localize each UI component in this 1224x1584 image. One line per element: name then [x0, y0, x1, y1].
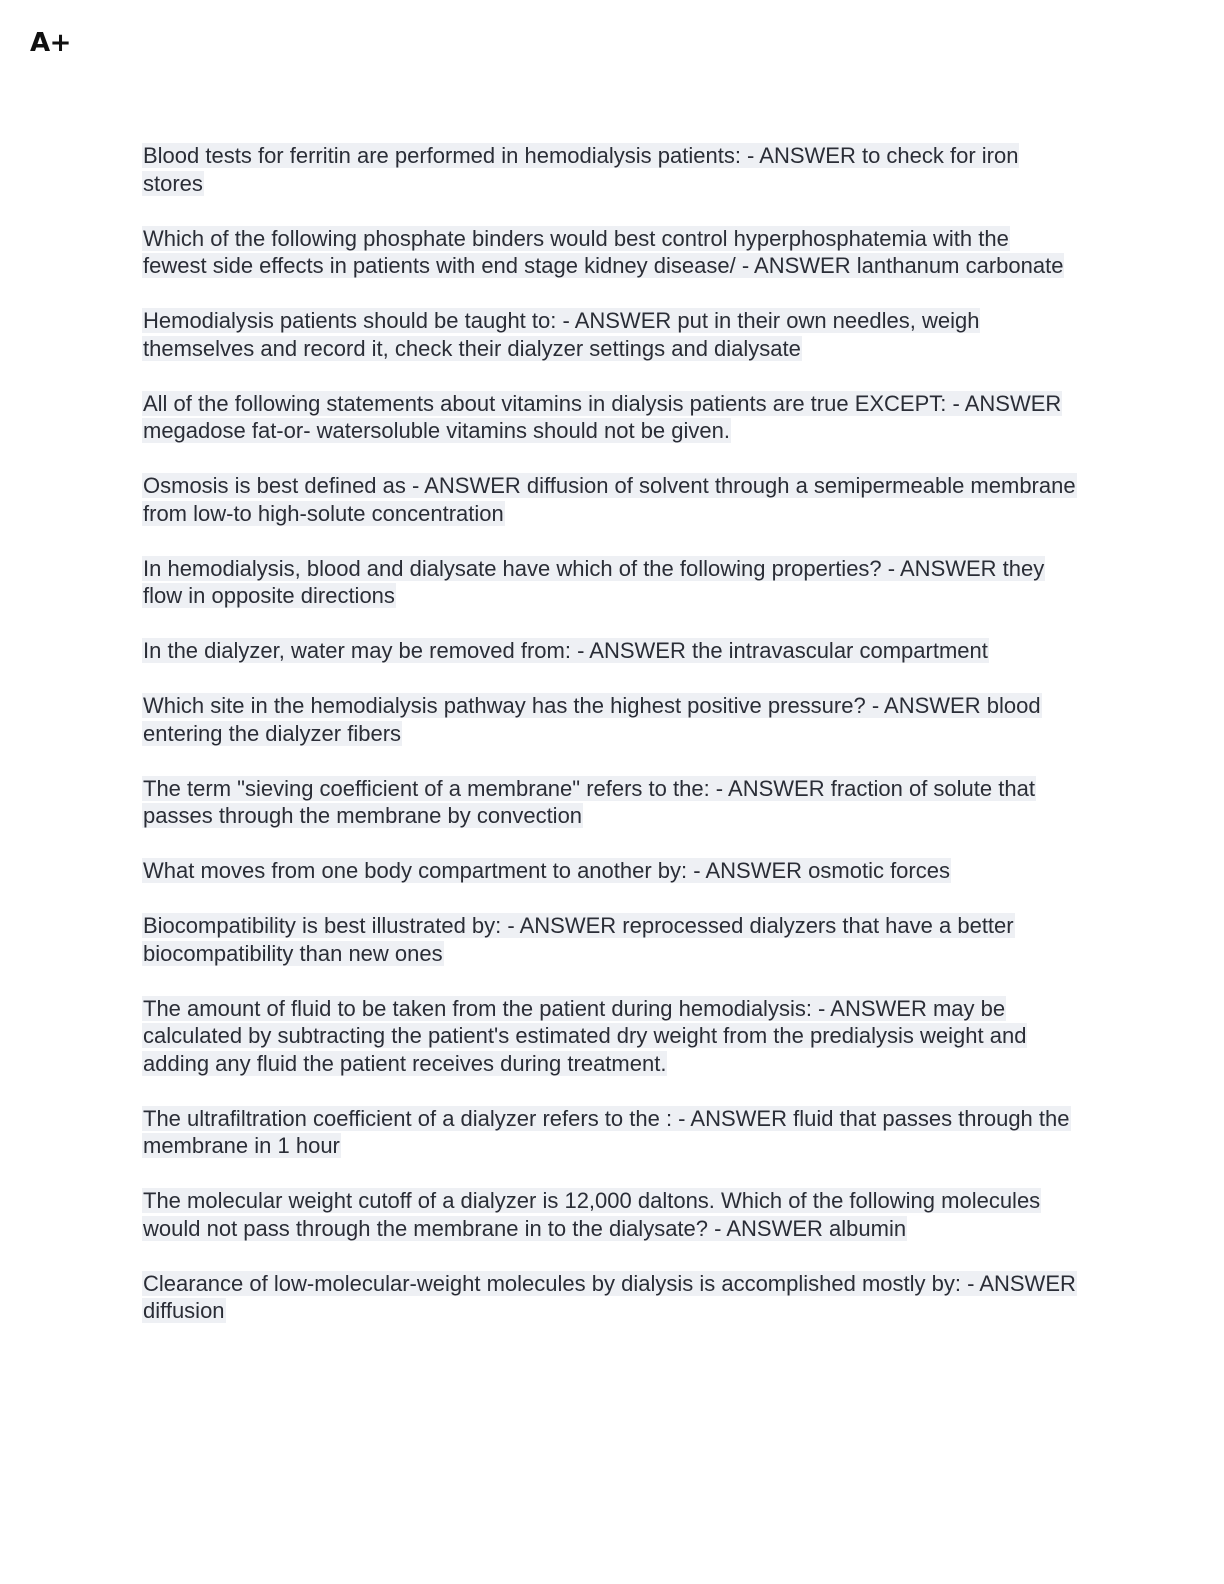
qa-text: Which site in the hemodialysis pathway has the highest positive pressure? - ANSWER blood entering the dialyzer fibers	[143, 693, 1041, 746]
qa-item	[142, 692, 1077, 747]
question-answer-list	[142, 142, 1077, 1352]
qa-text: All of the following statements about vitamins in dialysis patients are true EXCEPT: - ANSWER megadose fat-or- watersoluble vitamins should not be given.	[143, 390, 1062, 443]
qa-text: Hemodialysis patients should be taught to: - ANSWER put in their own needles, weigh themselves and record it, check their dialyzer settings and dialysate	[143, 308, 980, 361]
qa-text: The term "sieving coefficient of a membrane" refers to the: - ANSWER fraction of solute that passes through the membrane by convection	[143, 775, 1035, 828]
qa-text: Blood tests for ferritin are performed in hemodialysis patients: - ANSWER to check for iron stores	[143, 143, 1019, 196]
qa-item	[142, 1270, 1077, 1325]
qa-text: Clearance of low-molecular-weight molecules by dialysis is accomplished mostly by: - ANSWER diffusion	[143, 1270, 1076, 1323]
qa-item	[142, 995, 1077, 1078]
qa-item	[142, 912, 1077, 967]
qa-text: In the dialyzer, water may be removed from: - ANSWER the intravascular compartment	[143, 638, 988, 663]
qa-text: What moves from one body compartment to another by: - ANSWER osmotic forces	[143, 858, 950, 883]
qa-item	[142, 857, 1077, 885]
qa-item	[142, 142, 1077, 197]
grade-mark: A+	[30, 28, 71, 58]
qa-text: The ultrafiltration coefficient of a dialyzer refers to the : - ANSWER fluid that passes through the membrane in 1 hour	[143, 1105, 1070, 1158]
qa-item	[142, 390, 1077, 445]
qa-text: Which of the following phosphate binders would best control hyperphosphatemia with the fewest side effects in patients with end stage kidney disease/ - ANSWER lanthanum carbonate	[143, 225, 1064, 278]
qa-text: Biocompatibility is best illustrated by: - ANSWER reprocessed dialyzers that have a better biocompatibility than new ones	[143, 913, 1014, 966]
qa-item	[142, 307, 1077, 362]
qa-item	[142, 225, 1077, 280]
qa-item	[142, 775, 1077, 830]
qa-item	[142, 555, 1077, 610]
qa-text: The molecular weight cutoff of a dialyzer is 12,000 daltons. Which of the following molecules would not pass through the membrane in to the dialysate? - ANSWER albumin	[143, 1188, 1041, 1241]
qa-item	[142, 472, 1077, 527]
qa-item	[142, 637, 1077, 665]
qa-item	[142, 1105, 1077, 1160]
qa-text: Osmosis is best defined as - ANSWER diffusion of solvent through a semipermeable membrane from low-to high-solute concentration	[143, 473, 1076, 526]
qa-item	[142, 1187, 1077, 1242]
qa-text: In hemodialysis, blood and dialysate have which of the following properties? - ANSWER they flow in opposite directions	[143, 555, 1045, 608]
qa-text: The amount of fluid to be taken from the patient during hemodialysis: - ANSWER may be calculated by subtracting the patient's estimated dry weight from the predialysis weight and adding any fluid the patient receives during treatment.	[143, 995, 1027, 1076]
